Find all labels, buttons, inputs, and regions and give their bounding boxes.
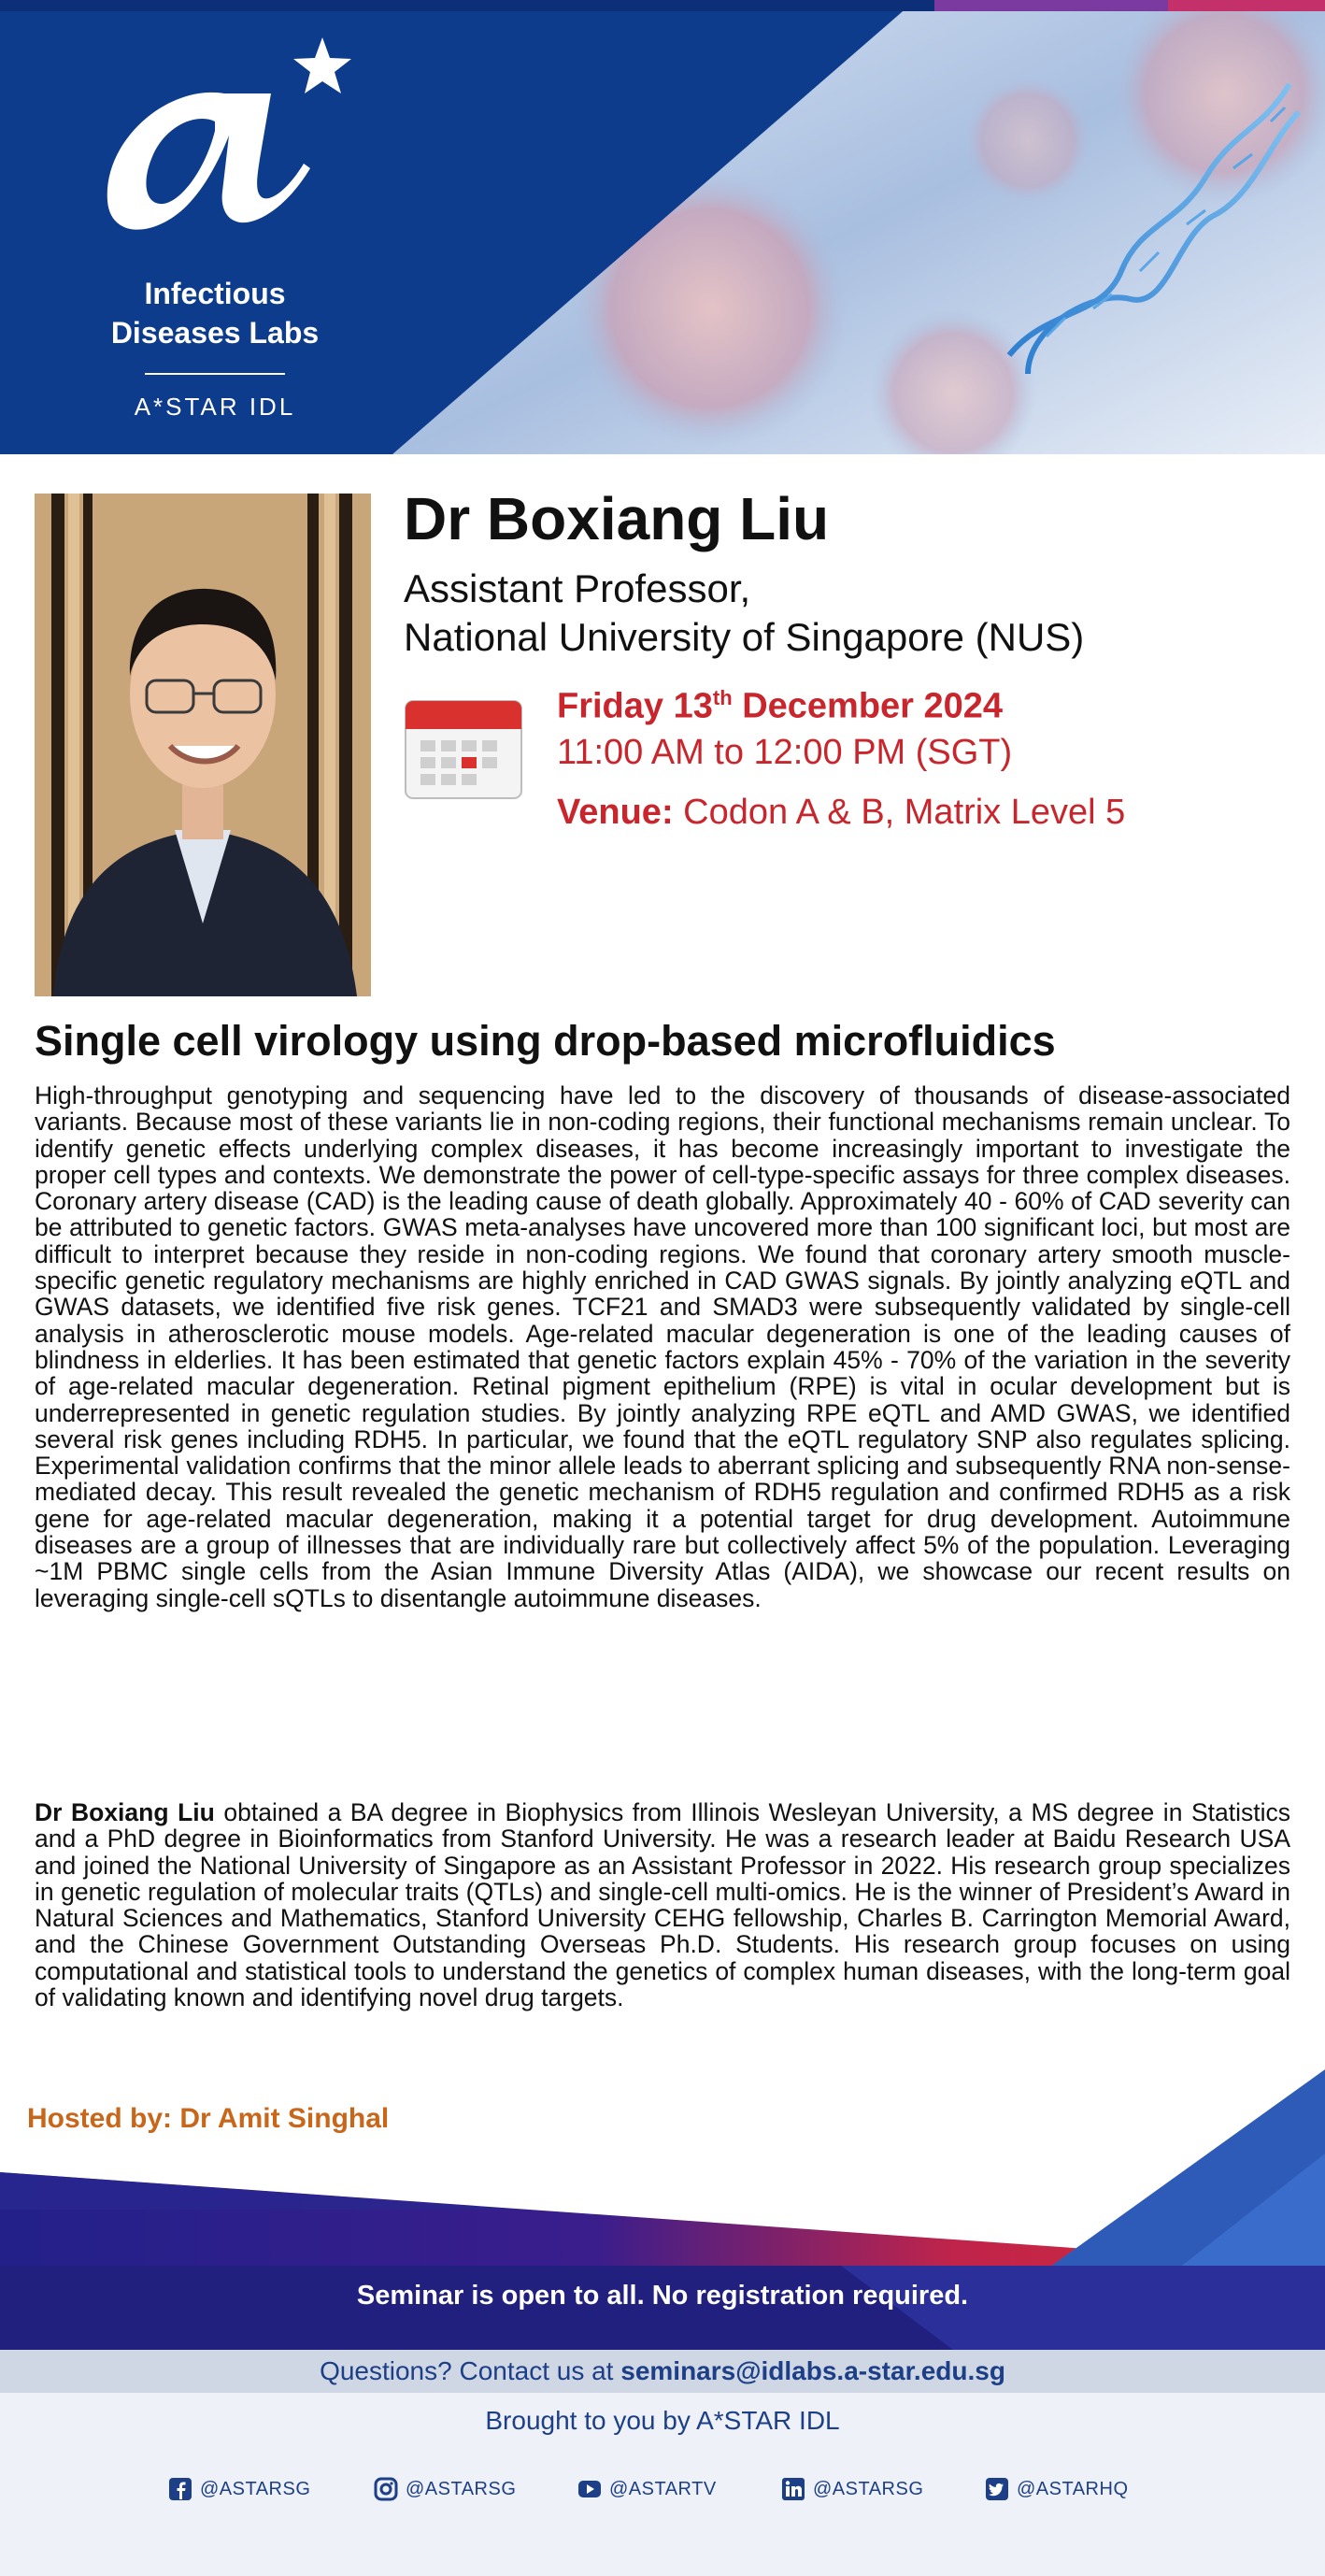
idl-logo [56,28,374,430]
social-handle: @ASTARHQ [1017,2478,1129,2499]
youtube-icon [577,2477,602,2501]
logo-line1: Infectious [144,277,286,310]
logo-tag: A*STAR IDL [134,393,296,421]
social-twitter[interactable] [985,2475,1172,2503]
contact-bar [0,2350,1325,2393]
facebook-icon [168,2477,192,2501]
social-links [168,2475,1172,2503]
hosted-by: Hosted by: Dr Amit Singhal [27,2103,390,2134]
speaker-bio [35,1799,1290,2011]
logo-divider [145,373,285,375]
bio-text: obtained a BA degree in Biophysics from Illinois Wesleyan University, a MS degree in Statistics and a PhD degree in Bioinformatics from Stanford University. He was a research leader at Baidu Research USA and joined the National University of Singapore as an Assistant Professor in 2022. His research group specializes in genetic regulation of molecular traits (QTLs) and single-cell multi-omics. He is the winner of President’s Award in Natural Sciences and Mathematics, Stanford University CEHG fellowship, Charles B. Carrington Memorial Award, and the Chinese Government Outstanding Overseas Ph.D. Students. His research group focuses on using computational and statistical tools to understand the genetics of complex human diseases, with the long-term goal of validating known and identifying novel drug targets. [35,1798,1291,2012]
social-handle: @ASTARSG [406,2478,517,2499]
instagram-icon [374,2477,398,2501]
speaker-photo [35,494,371,996]
header-banner [0,0,1325,454]
astar-a-logo [65,28,374,262]
event-venue [557,793,1125,833]
calendar-icon [404,692,525,800]
venue-label: Venue: [557,793,674,832]
venue-value: Codon A & B, Matrix Level 5 [673,793,1126,832]
event-date [557,686,1003,727]
social-handle: @ASTARSG [200,2478,311,2499]
contact-prefix: Questions? Contact us at [320,2356,621,2385]
bio-name: Dr Boxiang Liu [35,1798,215,1826]
talk-title: Single cell virology using drop-based microfluidics [35,1017,1056,1065]
talk-abstract: High-throughput genotyping and sequencing have led to the discovery of thousands of disease-associated variants. Because most of these variants lie in non-coding regions, their functional mechanisms remain unclear. To identify genetic effects underlying complex diseases, it has become increasingly important to investigate the proper cell types and contexts. We demonstrate the power of cell-type-specific assays for three complex diseases. Coronary artery disease (CAD) is the leading cause of death globally. Approximately 40 - 60% of CAD severity can be attributed to genetic factors. GWAS meta-analyses have uncovered more than 100 significant loci, but most are difficult to interpret because they reside in non-coding regions. We found that coronary artery smooth muscle-specific genetic regulatory mechanisms are highly enriched in CAD GWAS signals. By jointly analyzing eQTL and GWAS datasets, we identified five risk genes. TCF21 and SMAD3 were subsequently validated by single-cell analysis in atherosclerotic mouse models. Age-related macular degeneration is one of the leading causes of blindness in elderlies. It has been estimated that genetic factors explain 45% - 70% of the variation in the severity of age-related macular degeneration. Retinal pigment epithelium (RPE) is vital in ocular development but is underrepresented in genetic regulation studies. By jointly analyzing RPE eQTL and AMD GWAS, we identified several risk genes including RDH5. In particular, we found that the eQTL regulatory SNP also regulates splicing. Experimental validation confirms that the minor allele leads to aberrant splicing and subsequently RNA non-sense-mediated decay. This result revealed the genetic mechanism of RDH5 regulation and confirmed RDH5 as a risk gene for age-related macular degeneration, making it a potential target for drug development. Autoimmune diseases are a group of illnesses that are individually rare but collectively affect 5% of the population. Leveraging ~1M PBMC single cells from the Asian Immune Diversity Atlas (AIDA), we showcase our recent results on leveraging single-cell sQTLs to disentangle autoimmune diseases. [35,1081,1290,1612]
date-prefix: Friday 13 [557,686,713,726]
speaker-organization: National University of Singapore (NUS) [404,615,1085,659]
social-facebook[interactable] [168,2475,374,2503]
logo-line2: Diseases Labs [110,316,320,350]
date-suffix: th [712,686,733,709]
event-time: 11:00 AM to 12:00 PM (SGT) [557,733,1013,772]
brought-by: Brought to you by A*STAR IDL [485,2406,840,2435]
date-rest: December 2024 [732,686,1004,726]
social-linkedin[interactable] [781,2475,985,2503]
open-note: Seminar is open to all. No registration required. [356,2281,969,2311]
speaker-name: Dr Boxiang Liu [404,485,830,552]
social-instagram[interactable] [374,2475,577,2503]
social-handle: @ASTARSG [813,2478,924,2499]
contact-email[interactable]: seminars@idlabs.a-star.edu.sg [620,2356,1005,2385]
speaker-role: Assistant Professor, [404,566,751,610]
twitter-icon [985,2477,1009,2501]
linkedin-icon [781,2477,805,2501]
social-handle: @ASTARTV [609,2478,717,2499]
social-youtube[interactable] [577,2475,781,2503]
